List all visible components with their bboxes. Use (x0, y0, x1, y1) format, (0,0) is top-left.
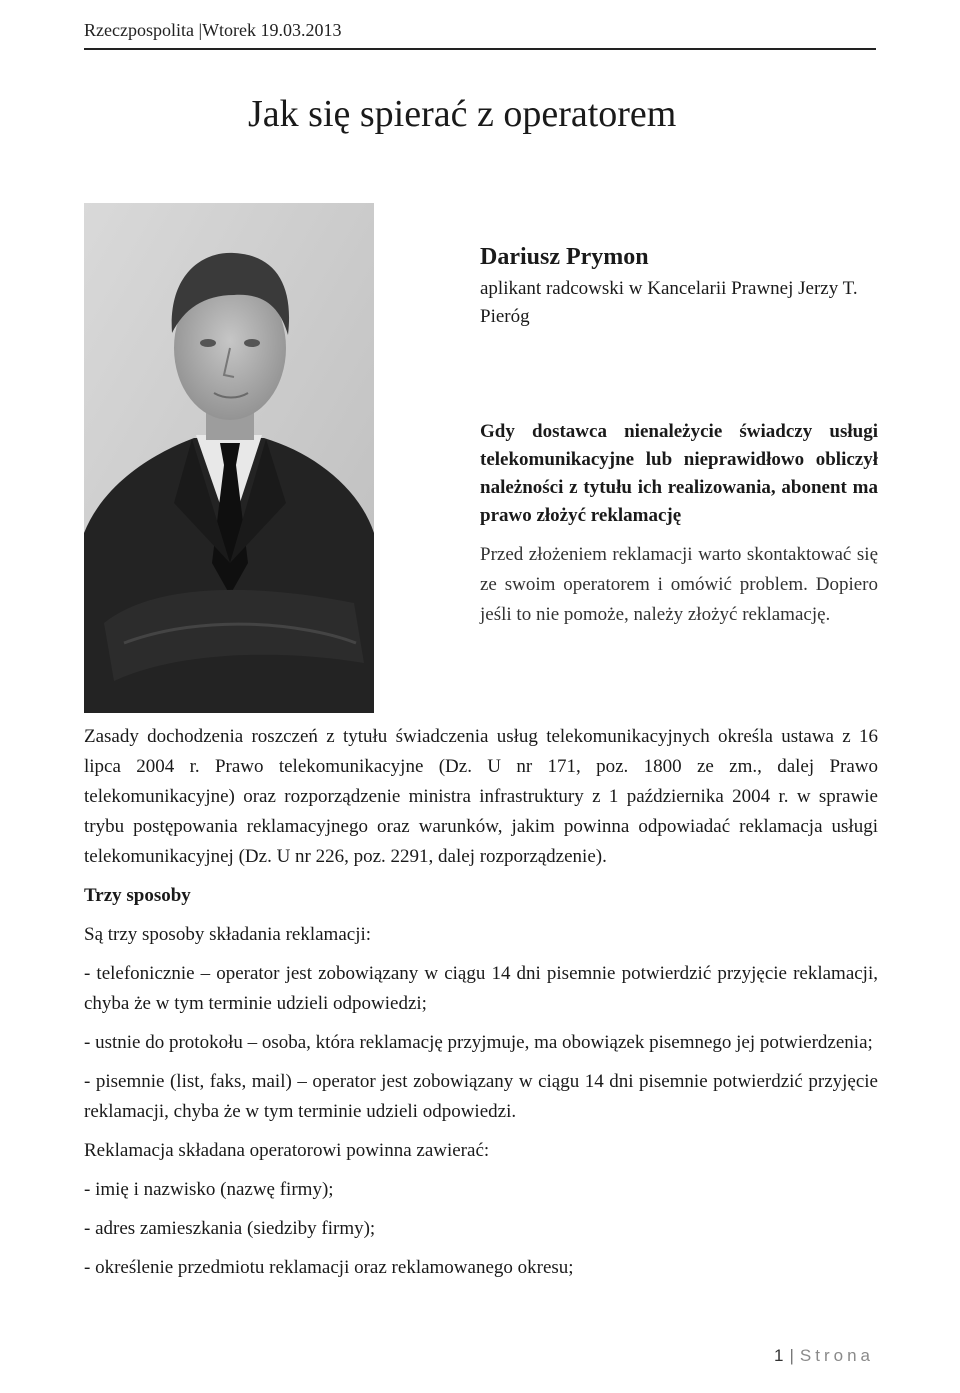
subheading: Trzy sposoby (84, 885, 191, 906)
running-head: Rzeczpospolita |Wtorek 19.03.2013 (84, 20, 342, 40)
author-name: Dariusz Prymon (480, 244, 649, 270)
header-rule (84, 48, 876, 50)
ways-intro: Są trzy sposoby składania reklamacji: (84, 924, 372, 945)
article-body (84, 722, 878, 1292)
page-footer (774, 1346, 874, 1366)
list-item: - ustnie do protokołu – osoba, która reklamację przyjmuje, ma obowiązek pisemnego jej potwierdzenia; (84, 1032, 873, 1053)
article-lead: Gdy dostawca nienależycie świadczy usługi telekomunikacyjne lub nieprawidłowo obliczył należności z tytułu ich realizowania, abonent ma prawo złożyć reklamację (480, 421, 878, 526)
list-item: - imię i nazwisko (nazwę firmy); (84, 1179, 334, 1200)
list-item: - telefonicznie – operator jest zobowiązany w ciągu 14 dni pisemnie potwierdzić przyjęcie reklamacji, chyba że w tym terminie udzieli odpowiedzi; (84, 963, 878, 1014)
list-item: - określenie przedmiotu reklamacji oraz reklamowanego okresu; (84, 1257, 574, 1278)
list-item: - pisemnie (list, faks, mail) – operator jest zobowiązany w ciągu 14 dni pisemnie potwierdzić przyjęcie reklamacji, chyba że w tym terminie udzieli odpowiedzi. (84, 1071, 878, 1122)
author-photo (84, 203, 374, 713)
intro-paragraph: Przed złożeniem reklamacji warto skontaktować się ze swoim operatorem i omówić problem. Dopiero jeśli to nie pomoże, należy złożyć reklamację. (480, 544, 878, 625)
article-title: Jak się spierać z operatorem (248, 93, 677, 135)
list-item: - adres zamieszkania (siedziby firmy); (84, 1218, 376, 1239)
contents-intro: Reklamacja składana operatorowi powinna zawierać: (84, 1140, 490, 1161)
author-role: aplikant radcowski w Kancelarii Prawnej Jerzy T. Pieróg (480, 278, 858, 327)
page-number: 1 (774, 1346, 784, 1365)
legal-basis-paragraph: Zasady dochodzenia roszczeń z tytułu świadczenia usług telekomunikacyjnych określa ustawa z 16 lipca 2004 r. Prawo telekomunikacyjne (Dz. U nr 171, poz. 1800 ze zm., dalej Prawo telekomunikacyjne) oraz rozporządzenie ministra infrastruktury z 1 października 2004 r. w sprawie trybu postępowania reklamacyjnego oraz warunków, jakim powinna odpowiadać reklamacja usługi telekomunikacyjnej (Dz. U nr 226, poz. 2291, dalej rozporządzenie). (84, 726, 878, 867)
author-block (480, 244, 878, 331)
footer-separator: | (789, 1346, 794, 1365)
page-label: Strona (799, 1346, 874, 1365)
